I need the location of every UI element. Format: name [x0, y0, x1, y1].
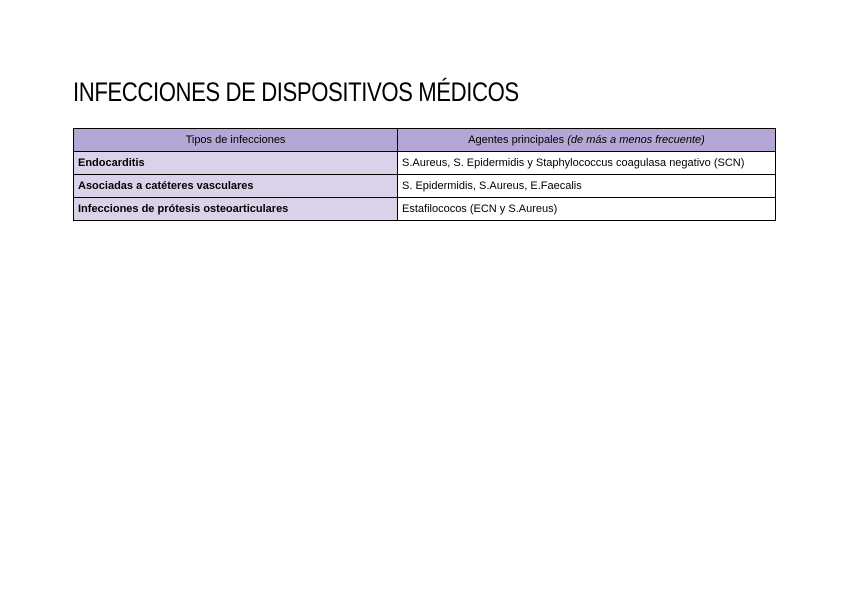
agents-cell: Estafilococos (ECN y S.Aureus) [398, 198, 776, 221]
infection-type-cell: Endocarditis [74, 152, 398, 175]
header-infection-types: Tipos de infecciones [74, 129, 398, 152]
header-main-agents-note: (de más a menos frecuente) [567, 134, 705, 146]
table-row [74, 198, 776, 221]
table-row [74, 152, 776, 175]
table-header-row [74, 129, 776, 152]
infection-type-cell: Infecciones de prótesis osteoarticulares [74, 198, 398, 221]
header-main-agents [398, 129, 776, 152]
infections-table [73, 128, 776, 221]
agents-cell: S. Epidermidis, S.Aureus, E.Faecalis [398, 175, 776, 198]
agents-cell: S.Aureus, S. Epidermidis y Staphylococcus coagulasa negativo (SCN) [398, 152, 776, 175]
header-main-agents-label: Agentes principales [468, 134, 568, 146]
page-title: INFECCIONES DE DISPOSITIVOS MÉDICOS [73, 77, 519, 107]
infection-type-cell: Asociadas a catéteres vasculares [74, 175, 398, 198]
table-row [74, 175, 776, 198]
